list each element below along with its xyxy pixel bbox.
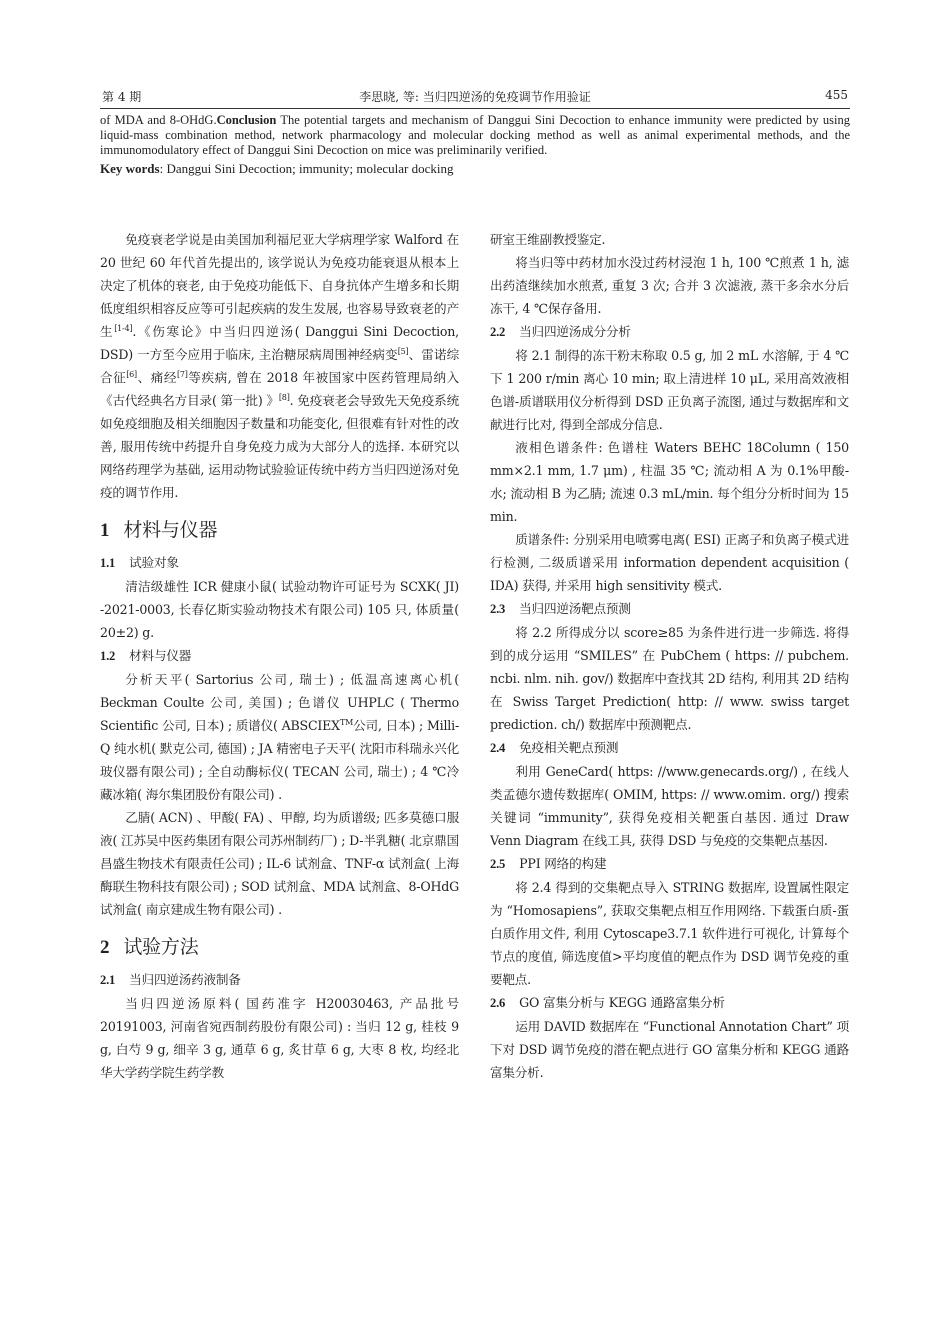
paragraph-2-1: 当归四逆汤原料( 国药准字 H20030463, 产品批号 20191003, 河南省宛西制药股份有限公司) : 当归 12 g, 桂枝 9 g, 白芍 9 g, 细辛 3 g, 通草 6 g, 炙甘草 6 g, 大枣 8 枚, 均经北华大学药学院生药学教 [100, 996, 459, 1080]
subsection-heading-2-1: 2.1 当归四逆汤药液制备 [100, 972, 241, 987]
keywords: Key words: Danggui Sini Decoction; immunity; molecular docking [100, 161, 454, 176]
subsection-heading-1-2: 1.2 材料与仪器 [100, 648, 192, 663]
subsection-heading-2-5: 2.5 PPI 网络的构建 [490, 856, 607, 871]
paragraph-1-2-instruments: 分析天平( Sartorius 公司, 瑞士) ; 低温高速离心机( Beckman Coulte 公司, 美国) ; 色谱仪 UHPLC ( Thermo Scientific 公司, 日本) ; 质谱仪( ABSCIEX™公司, 日本) ; Milli-Q 纯水机( 默克公司, 德国) ; JA 精密电子天平( 沈阳市科瑞永兴化玻仪器有限公司) ; 全自动酶标仪( TECAN 公司, 瑞士) ; 4 ℃冷藏冰箱( 海尔集团股份有限公司) . [100, 672, 459, 802]
paragraph-2-2-ms-conditions: 质谱条件: 分别采用电喷雾电离( ESI) 正离子和负离子模式进行检测, 二级质谱采用 information dependent acquisition ( IDA) 获得, 并采用 high sensitivity 模式. [490, 532, 849, 593]
english-abstract [100, 113, 850, 176]
citation: [1-4] [114, 323, 133, 333]
paragraph-2-5: 将 2.4 得到的交集靶点导入 STRING 数据库, 设置属性限定为 “Homosapiens”, 获取交集靶点相互作用网络. 下载蛋白质-蛋白质作用文件, 利用 Cytoscape3.7.1 软件进行可视化, 计算每个节点的度值, 筛选度值>平均度值的靶点作为 DSD 调节免疫的重要靶点. [490, 880, 849, 987]
running-title: 李思晓, 等: 当归四逆汤的免疫调节作用验证 [359, 90, 591, 104]
paragraph-1-1: 清洁级雄性 ICR 健康小鼠( 试验动物许可证号为 SCXK( JI) -2021-0003, 长春亿斯实验动物技术有限公司) 105 只, 体质量( 20±2) g. [100, 579, 459, 640]
paragraph-2-1-continued: 研室王维副教授鉴定. [490, 232, 606, 247]
section-heading-1: 1 材料与仪器 [100, 519, 218, 541]
paragraph-2-3: 将 2.2 所得成分以 score≥85 为条件进行进一步筛选. 将得到的成分运用 “SMILES” 在 PubChem ( https: // pubchem. ncbi. nlm. nih. gov/) 数据库中查找其 2D 结构, 利用其 2D 结构在 Swiss Target Prediction( http: // www. swiss target prediction. ch/) 数据库中预测靶点. [490, 625, 849, 732]
paragraph-2-6: 运用 DAVID 数据库在 “Functional Annotation Chart” 项下对 DSD 调节免疫的潜在靶点进行 GO 富集分析和 KEGG 通路富集分析. [490, 1019, 849, 1080]
citation: [7] [176, 369, 188, 379]
keywords-label: Key words [100, 161, 160, 176]
introduction-paragraph: 免疫衰老学说是由美国加利福尼亚大学病理学家 Walford 在 20 世纪 60 年代首先提出的, 该学说认为免疫功能衰退从根本上决定了机体的衰老, 由于免疫功能低下、自身抗体产生增多和长期低度组织相容反应等可引起疾病的发生发展, 也容易导致衰老的产生[1-4].《伤寒论》中当归四逆汤( Danggui Sini Decoction, DSD) 一方至今应用于临床, 主治糖尿病周围神经病变[5]、雷诺综合征[6]、痛经[7]等疾病, 曾在 2018 年被国家中医药管理局纳入《古代经典名方目录( 第一批) 》[8]. 免疫衰老会导致先天免疫系统如免疫细胞及相关细胞因子数量和功能变化, 但很难有针对性的改善, 服用传统中药提升自身免疫力成为大部分人的选择. 本研究以网络药理学为基础, 运用动物试验验证传统中药方当归四逆汤对免疫的调节作用. [100, 232, 459, 500]
citation: [5] [397, 346, 409, 356]
issue-number: 第 4 期 [102, 90, 142, 104]
citation: [8] [278, 392, 290, 402]
page-number: 455 [825, 88, 848, 102]
paragraph-2-1-preparation: 将当归等中药材加水没过药材浸泡 1 h, 100 ℃煎煮 1 h, 滤出药渣继续加水煎煮, 重复 3 次; 合并 3 次滤液, 蒸干多余水分后冻干, 4 ℃保存备用. [490, 255, 849, 316]
section-heading-2: 2 试验方法 [100, 936, 199, 958]
citation: [6] [126, 369, 137, 379]
subsection-heading-2-4: 2.4 免疫相关靶点预测 [490, 740, 619, 755]
subsection-heading-2-6: 2.6 GO 富集分析与 KEGG 通路富集分析 [490, 995, 725, 1010]
abstract-conclusion: of MDA and 8-OHdG.Conclusion The potential targets and mechanism of Danggui Sini Decoction to enhance immunity were predicted by using liquid-mass combination method, network pharmacology and molecular docking method as well as animal experimental methods, and the immunomodulatory effect of Danggui Sini Decoction on mice was preliminarily verified. [100, 113, 851, 157]
subsection-heading-2-2: 2.2 当归四逆汤成分分析 [490, 324, 631, 339]
paragraph-2-2-lc-conditions: 液相色谱条件: 色谱柱 Waters BEHC 18Column ( 150 mm×2.1 mm, 1.7 μm) , 柱温 35 ℃; 流动相 A 为 0.1%甲酸-水; 流动相 B 为乙腈; 流速 0.3 mL/min. 每个组分分析时间为 15 min. [490, 440, 849, 524]
paragraph-1-2-reagents: 乙腈( ACN) 、甲酸( FA) 、甲醇, 均为质谱级; 匹多莫德口服液( 江苏吴中医药集团有限公司苏州制药厂) ; D-半乳糖( 北京鼎国昌盛生物技术有限责任公司) ; IL-6 试剂盒、TNF-α 试剂盒( 上海酶联生物科技有限公司) ; SOD 试剂盒、MDA 试剂盒、8-OHdG 试剂盒( 南京建成生物有限公司) . [100, 810, 459, 917]
left-column [100, 228, 459, 1084]
paragraph-2-2: 将 2.1 制得的冻干粉末称取 0.5 g, 加 2 mL 水溶解, 于 4 ℃下 1 200 r/min 离心 10 min; 取上清进样 10 μL, 采用高效液相色谱-质谱联用仪分析得到 DSD 正负离子流图, 通过与数据库和文献进行比对, 得到全部成分信息. [490, 348, 849, 432]
paragraph-2-4: 利用 GeneCard( https: //www.genecards.org/) , 在线人类孟德尔遗传数据库( OMIM, https: // www.omim. org/) 搜索关键词 “immunity”, 获得免疫相关靶蛋白基因. 通过 Draw Venn Diagram 在线工具, 获得 DSD 与免疫的交集靶点基因. [490, 764, 849, 848]
running-header [100, 86, 850, 109]
right-column [490, 228, 849, 1084]
conclusion-label: Conclusion [216, 113, 277, 127]
subsection-heading-2-3: 2.3 当归四逆汤靶点预测 [490, 601, 631, 616]
subsection-heading-1-1: 1.1 试验对象 [100, 555, 179, 570]
